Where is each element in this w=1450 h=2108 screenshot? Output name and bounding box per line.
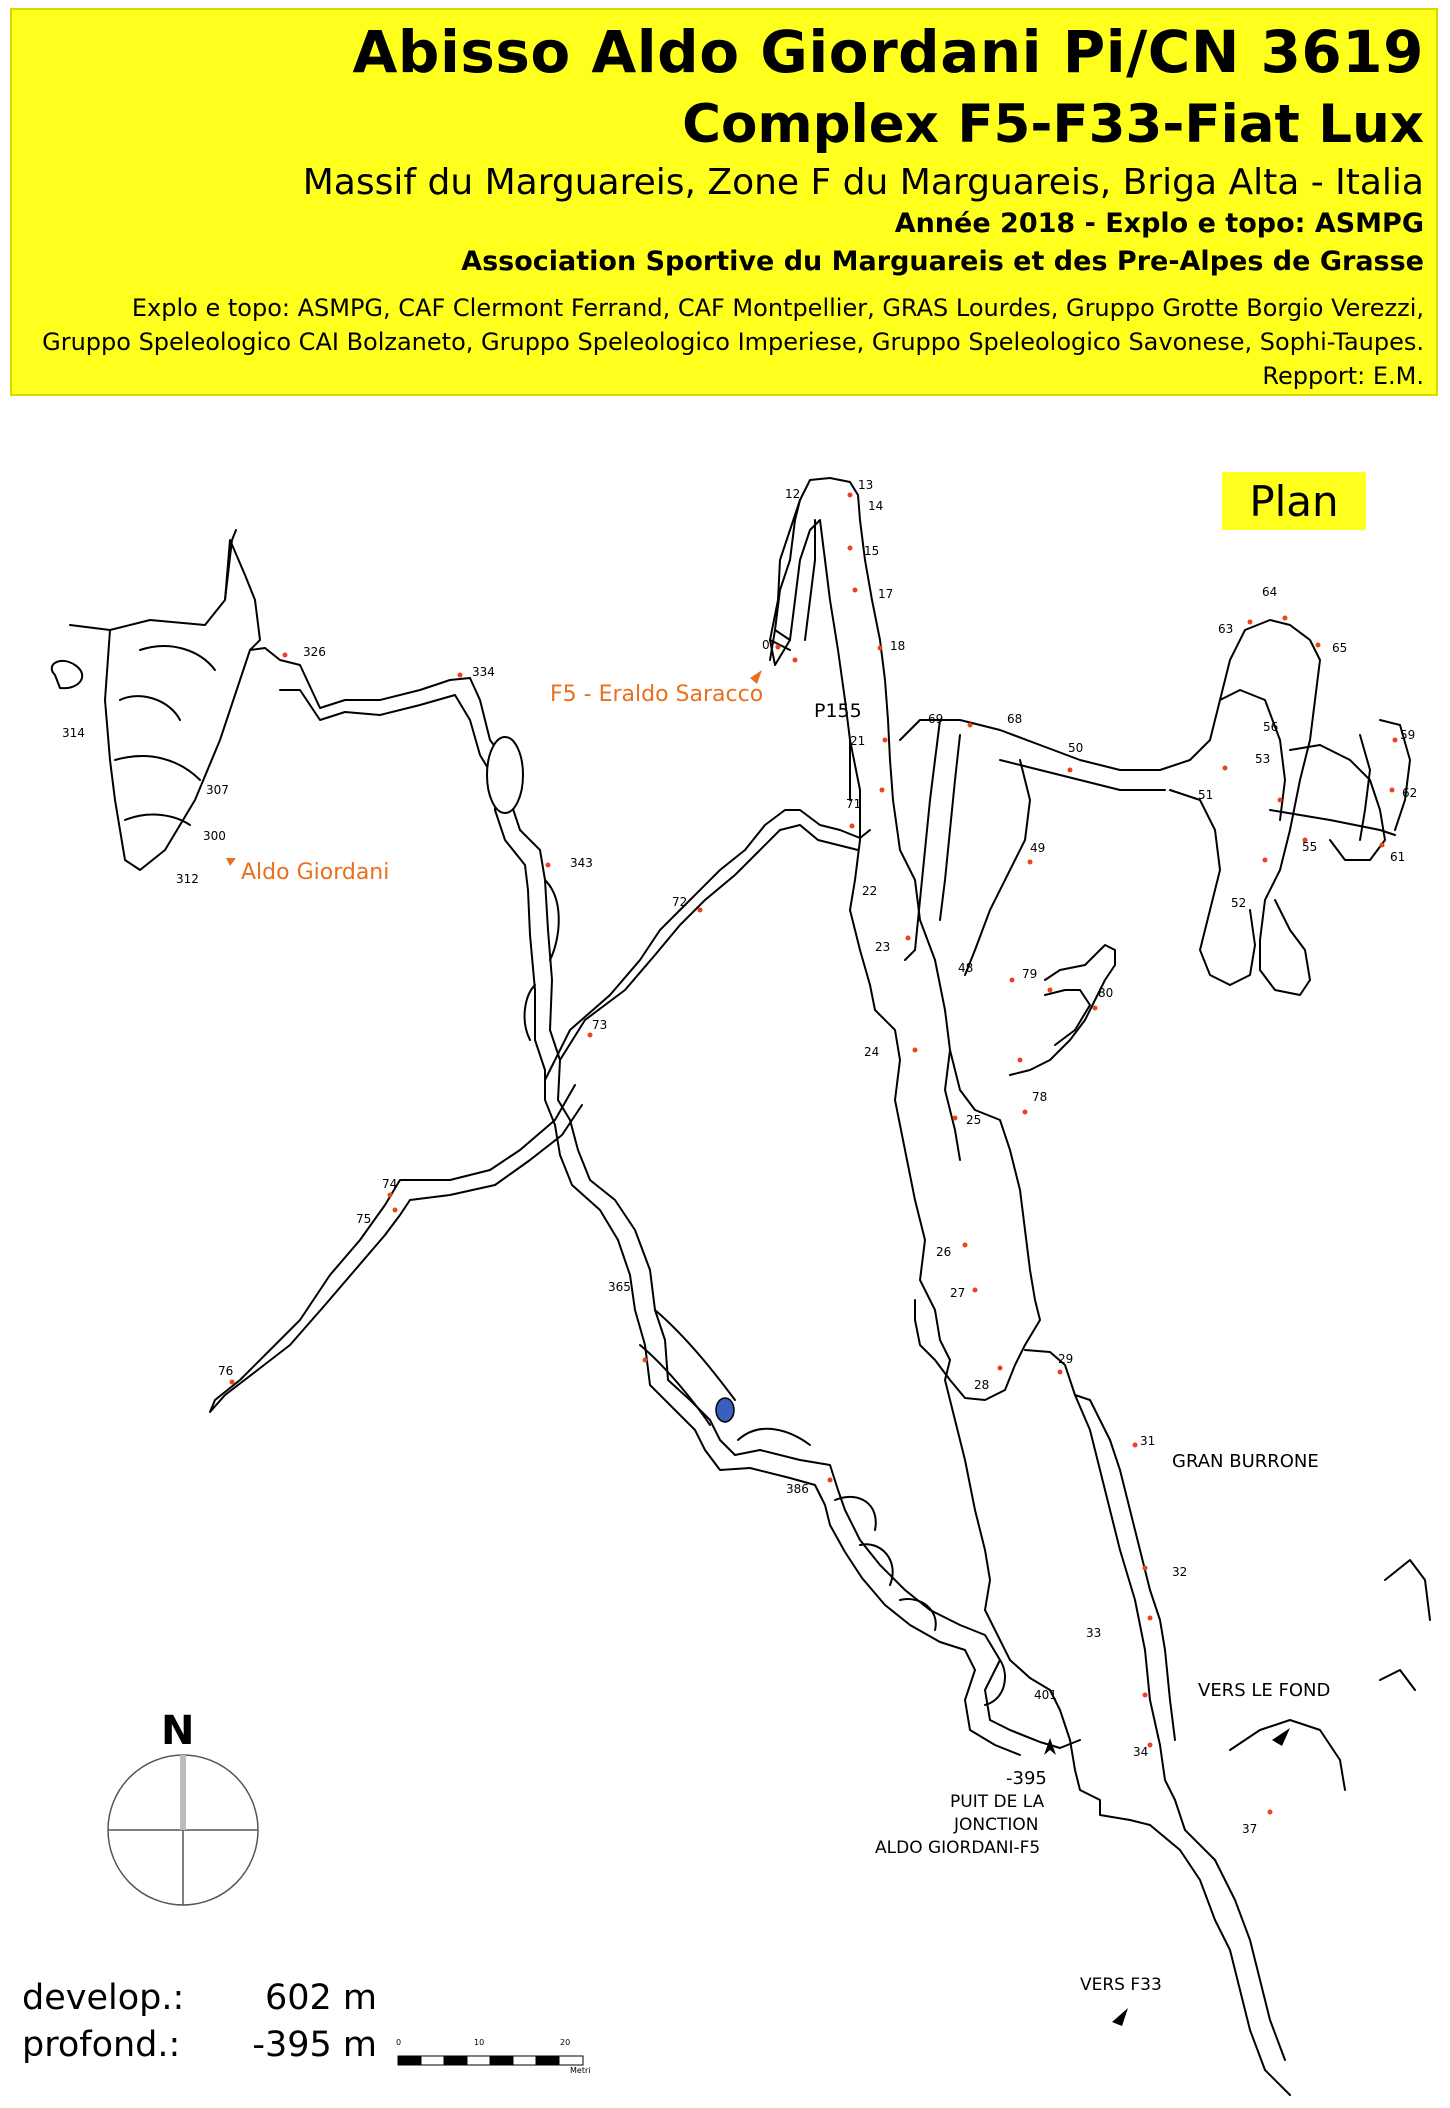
aldo-entrance-arrow-icon <box>226 858 236 866</box>
station-label: 307 <box>206 783 229 797</box>
station-label: 48 <box>958 961 974 975</box>
plan-badge: Plan <box>1222 472 1366 530</box>
scale-tick-0: 0 <box>396 2038 402 2047</box>
profond-row <box>22 2025 377 2065</box>
profond-value: -395 m <box>252 2025 377 2065</box>
scale-unit: Metri <box>570 2066 591 2075</box>
scale-bar <box>398 2056 583 2065</box>
station-label: 31 <box>1140 1434 1156 1448</box>
branch-to-76 <box>210 1085 582 1412</box>
station-label: 27 <box>950 1286 966 1300</box>
station-label: 28 <box>974 1378 990 1392</box>
station-label: 59 <box>1400 728 1416 742</box>
station-label: 21 <box>850 734 866 748</box>
upper-right-network <box>900 620 1320 995</box>
station-label: 343 <box>570 856 593 870</box>
station-label: 75 <box>356 1212 372 1226</box>
station-label: 17 <box>878 587 894 601</box>
station-label: 15 <box>864 544 880 558</box>
develop-label: develop.: <box>22 1978 185 2018</box>
station-label: 78 <box>1032 1090 1048 1104</box>
vers-f33-label: VERS F33 <box>1080 1975 1162 1995</box>
station-label: 68 <box>1007 712 1023 726</box>
station-label: 14 <box>868 499 884 513</box>
station-label: 18 <box>890 639 906 653</box>
gallery-73-71 <box>545 810 870 1080</box>
station-label: 74 <box>382 1177 398 1191</box>
station-label: 24 <box>864 1045 880 1059</box>
map-title: Abisso Aldo Giordani Pi/CN 3619 <box>352 18 1424 86</box>
f5-entrance-label: F5 - Eraldo Saracco <box>550 682 764 707</box>
location-line: Massif du Marguareis, Zone F du Marguareis, Briga Alta - Italia <box>302 162 1424 203</box>
scale-tick-20: 20 <box>560 2038 571 2047</box>
station-label: 63 <box>1218 622 1234 636</box>
main-chamber <box>850 740 1150 1825</box>
credits-line-2: Gruppo Speleologico CAI Bolzaneto, Gruppo Speleologico Imperiese, Gruppo Speleologico Savonese, Sophi-Taupes. <box>42 328 1424 356</box>
station-label: 26 <box>936 1245 952 1259</box>
depth-label: -395 <box>1006 1768 1047 1789</box>
station-label: 314 <box>62 726 85 740</box>
gran-burrone-label: GRAN BURRONE <box>1172 1451 1319 1472</box>
station-label: 71 <box>846 797 862 811</box>
station-label: 13 <box>858 478 874 492</box>
station-label: 12 <box>785 487 801 501</box>
puit-label-3: ALDO GIORDANI-F5 <box>875 1838 1041 1858</box>
station-label: 25 <box>966 1113 982 1127</box>
vers-f33-arrow-icon <box>1112 2008 1128 2026</box>
station-label: 365 <box>608 1280 631 1294</box>
station-label: 29 <box>1058 1352 1074 1366</box>
station-label: 326 <box>303 645 326 659</box>
credits-line-1: Explo e topo: ASMPG, CAF Clermont Ferrand, CAF Montpellier, GRAS Lourdes, Gruppo Grotte Borgio Verezzi, <box>131 294 1424 322</box>
station-label: 64 <box>1262 585 1278 599</box>
station-label: 386 <box>786 1482 809 1496</box>
puit-label-1: PUIT DE LA <box>950 1792 1045 1812</box>
vers-le-fond-label: VERS LE FOND <box>1198 1680 1331 1701</box>
station-label: 32 <box>1172 1565 1188 1579</box>
station-label: 79 <box>1022 967 1038 981</box>
station-label: 312 <box>176 872 199 886</box>
compass-north-label: N <box>161 1708 195 1754</box>
aldo-entrance-label: Aldo Giordani <box>241 860 390 885</box>
station-label: 300 <box>203 829 226 843</box>
station-label: 73 <box>592 1018 608 1032</box>
year-explo-line: Année 2018 - Explo e topo: ASMPG <box>894 208 1424 239</box>
profond-label: profond.: <box>22 2025 181 2065</box>
station-label: 401 <box>1034 1688 1057 1702</box>
station-label: 22 <box>862 884 878 898</box>
association-line: Association Sportive du Marguareis et des Pre-Alpes de Grasse <box>461 246 1424 277</box>
station-label: 33 <box>1086 1626 1102 1640</box>
station-label: 49 <box>1030 841 1046 855</box>
station-label: 0 <box>762 638 770 652</box>
station-label: 37 <box>1242 1822 1258 1836</box>
map-subtitle: Complex F5-F33-Fiat Lux <box>682 94 1424 155</box>
sump-icon <box>716 1398 734 1422</box>
station-label: 72 <box>672 895 688 909</box>
station-label: 65 <box>1332 641 1348 655</box>
station-label: 50 <box>1068 741 1084 755</box>
station-label: 61 <box>1390 850 1406 864</box>
p155-shaft <box>800 478 960 1160</box>
develop-value: 602 m <box>264 1978 377 2018</box>
credits-line-3: Repport: E.M. <box>1262 362 1424 390</box>
p155-label: P155 <box>814 700 862 722</box>
station-label: 51 <box>1198 788 1214 802</box>
station-label: 52 <box>1231 896 1247 910</box>
station-label: 69 <box>928 712 944 726</box>
compass-rose <box>108 1755 258 1905</box>
develop-row <box>22 1978 377 2018</box>
puit-label-2: JONCTION <box>954 1815 1039 1835</box>
station-label: 34 <box>1133 1745 1149 1759</box>
station-label: 76 <box>218 1364 234 1378</box>
vers-le-fond-arrow-icon <box>1272 1728 1290 1746</box>
scale-tick-10: 10 <box>474 2038 485 2047</box>
station-label: 80 <box>1098 986 1114 1000</box>
main-meander-inner <box>280 690 1023 1755</box>
station-label: 53 <box>1255 752 1271 766</box>
station-label: 334 <box>472 665 495 679</box>
station-label: 56 <box>1263 720 1279 734</box>
station-label: 55 <box>1302 840 1318 854</box>
station-label: 62 <box>1402 786 1418 800</box>
station-label: 23 <box>875 940 891 954</box>
